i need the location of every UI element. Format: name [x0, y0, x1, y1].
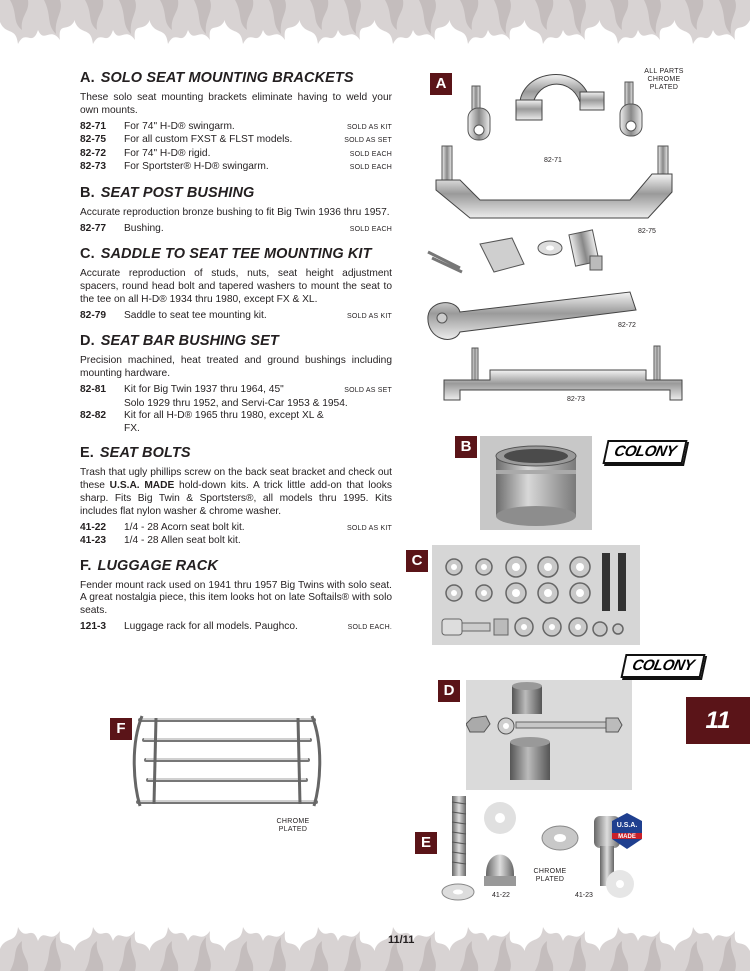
section-description: Precision machined, heat treated and ground bushings including mounting hardware. — [80, 355, 392, 380]
chapter-tab: 11 — [686, 697, 750, 744]
figure-tag-b: B — [455, 436, 477, 458]
section-description: Accurate reproduction bronze bushing to fit Big Twin 1936 thru 1957. — [80, 206, 390, 218]
section-heading: F. LUGGAGE RACK — [80, 557, 218, 574]
section-description: Accurate reproduction of studs, nuts, seat height adjustment spacers, round head bolt and tapered washers to mount the seat to the tee on all H-D® 1934 thru 1980, except FX & XL. — [80, 268, 392, 305]
flame-border-bottom — [0, 911, 750, 971]
part-row: 82-82 Kit for all H-D® 1965 thru 1980, except XL & FX. — [80, 410, 324, 434]
section-description: Trash that ugly phillips screw on the back seat bracket and check out these U.S.A. MADE hold-down kits. A trick little add-on that looks sharp. Fits Big Twin & Sportsters®, all models thru 1995. Kits includes flat nylon washer & chrome washer. — [80, 467, 392, 517]
part-row: 82-71 For 74" H-D® swingarm. SOLD AS KIT — [80, 120, 392, 132]
section-heading: C. SADDLE TO SEAT TEE MOUNTING KIT — [80, 246, 372, 263]
usa-made-badge — [611, 813, 643, 849]
page-number: 11/11 — [388, 934, 415, 946]
part-code-label: 82-73 — [567, 396, 585, 403]
figure-tag-d: D — [438, 680, 460, 702]
section-description: These solo seat mounting brackets eliminate having to weld your own mounts. — [80, 92, 392, 116]
bushing-photo — [480, 436, 592, 530]
part-code-label: 41-23 — [575, 892, 593, 899]
seat-bar-bushing-photo — [466, 680, 632, 790]
colony-logo: COLONY — [620, 654, 705, 678]
chrome-plated-caption: CHROME PLATED — [276, 818, 310, 833]
section-heading: B. SEAT POST BUSHING — [80, 184, 255, 201]
section-f — [80, 558, 392, 635]
section-e — [80, 445, 392, 547]
svg-text:MADE: MADE — [618, 834, 636, 840]
bracket-parts-photo — [420, 60, 690, 410]
figure-tag-e: E — [415, 832, 437, 854]
part-row: 82-81 Kit for Big Twin 1937 thru 1964, 45" SOLD AS SET — [80, 383, 392, 395]
section-description: Fender mount rack used on 1941 thru 1957 Big Twins with solo seat. A great nostalgia piece, this item looks hot on late Softails® with solo seats. — [80, 579, 392, 617]
part-row: 82-75 For all custom FXST & FLST models. SOLD AS SET — [80, 134, 392, 146]
chrome-plated-caption: CHROME PLATED — [533, 868, 567, 883]
section-c — [80, 246, 392, 323]
figure-tag-c: C — [406, 550, 428, 572]
section-heading: A. SOLO SEAT MOUNTING BRACKETS — [80, 70, 354, 86]
part-code-label: 82-72 — [618, 322, 636, 329]
luggage-rack-photo — [130, 706, 322, 812]
figure-tag-f: F — [110, 718, 132, 740]
seat-bolts-photo — [432, 792, 642, 910]
all-parts-chrome-caption: ALL PARTS CHROME PLATED — [644, 68, 684, 91]
part-row: 41-23 1/4 - 28 Allen seat bolt kit. — [80, 535, 241, 547]
part-row-continued: Solo 1929 thru 1952, and Servi-Car 1953 & 1954. — [124, 397, 348, 409]
part-row: 82-77 Bushing. SOLD EACH — [80, 222, 392, 234]
section-b — [80, 185, 392, 236]
part-row: 82-73 For Sportster® H-D® swingarm. SOLD EACH — [80, 161, 392, 173]
section-heading: D. SEAT BAR BUSHING SET — [80, 333, 279, 350]
part-row: 82-72 For 74" H-D® rigid. SOLD EACH — [80, 147, 392, 159]
figure-tag-a: A — [430, 73, 452, 95]
colony-logo: COLONY — [602, 440, 687, 464]
mounting-kit-photo — [432, 545, 640, 645]
section-heading: E. SEAT BOLTS — [80, 445, 191, 462]
part-row: 41-22 1/4 - 28 Acorn seat bolt kit. SOLD AS KIT — [80, 521, 392, 533]
part-code-label: 82-75 — [638, 228, 656, 235]
part-code-label: 82-71 — [544, 157, 562, 164]
flame-border-top — [0, 0, 750, 60]
section-d — [80, 333, 392, 435]
part-code-label: 41-22 — [492, 892, 510, 899]
section-a — [80, 70, 392, 175]
part-row: 121-3 Luggage rack for all models. Paughco. SOLD EACH. — [80, 621, 392, 633]
text-column — [80, 64, 392, 635]
part-row: 82-79 Saddle to seat tee mounting kit. SOLD AS KIT — [80, 309, 392, 321]
svg-text:U.S.A.: U.S.A. — [616, 822, 638, 829]
